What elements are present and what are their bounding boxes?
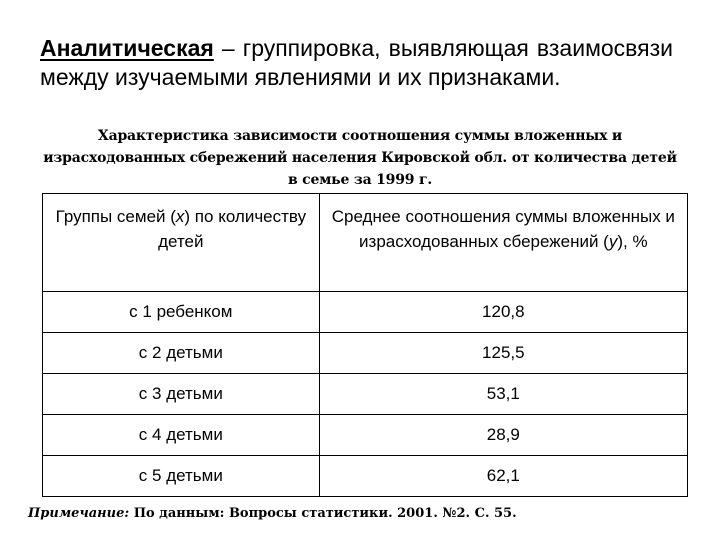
caption-line: израсходованных сбережений населения Кировской обл. от количества детей xyxy=(43,150,677,166)
note-label: Примечание: xyxy=(28,506,130,521)
source-note xyxy=(28,506,517,521)
table-row xyxy=(43,374,688,415)
group-cell: с 2 детьми xyxy=(43,333,320,374)
value-cell: 62,1 xyxy=(319,456,687,497)
intro-paragraph xyxy=(40,34,673,92)
intro-term: Аналитическая xyxy=(40,35,214,61)
value-cell: 125,5 xyxy=(319,333,687,374)
value-cell: 28,9 xyxy=(319,415,687,456)
table-row xyxy=(43,415,688,456)
header-groups: Группы семей (x) по количеству детей xyxy=(43,194,320,292)
table-row xyxy=(43,333,688,374)
group-cell: с 3 детьми xyxy=(43,374,320,415)
group-cell: с 5 детьми xyxy=(43,456,320,497)
table-row xyxy=(43,292,688,333)
data-table xyxy=(42,193,688,497)
note-text: По данным: Вопросы статистики. 2001. №2. С. 55. xyxy=(129,506,517,521)
variable-y: y xyxy=(608,232,618,251)
caption-line: в семье за 1999 г. xyxy=(287,172,433,188)
table-header-row xyxy=(43,194,688,292)
caption-line: Характеристика зависимости соотношения суммы вложенных и xyxy=(97,128,623,144)
variable-x: x xyxy=(175,207,185,226)
value-cell: 120,8 xyxy=(319,292,687,333)
intro-definition: – группировка, выявляющая взаимосвязи между изучаемыми явлениями и их признаками. xyxy=(40,35,673,90)
table-row xyxy=(43,456,688,497)
header-ratio: Среднее соотношения суммы вложенных и израсходованных сбережений (y), % xyxy=(319,194,687,292)
value-cell: 53,1 xyxy=(319,374,687,415)
table-caption xyxy=(40,125,680,191)
group-cell: с 1 ребенком xyxy=(43,292,320,333)
group-cell: с 4 детьми xyxy=(43,415,320,456)
